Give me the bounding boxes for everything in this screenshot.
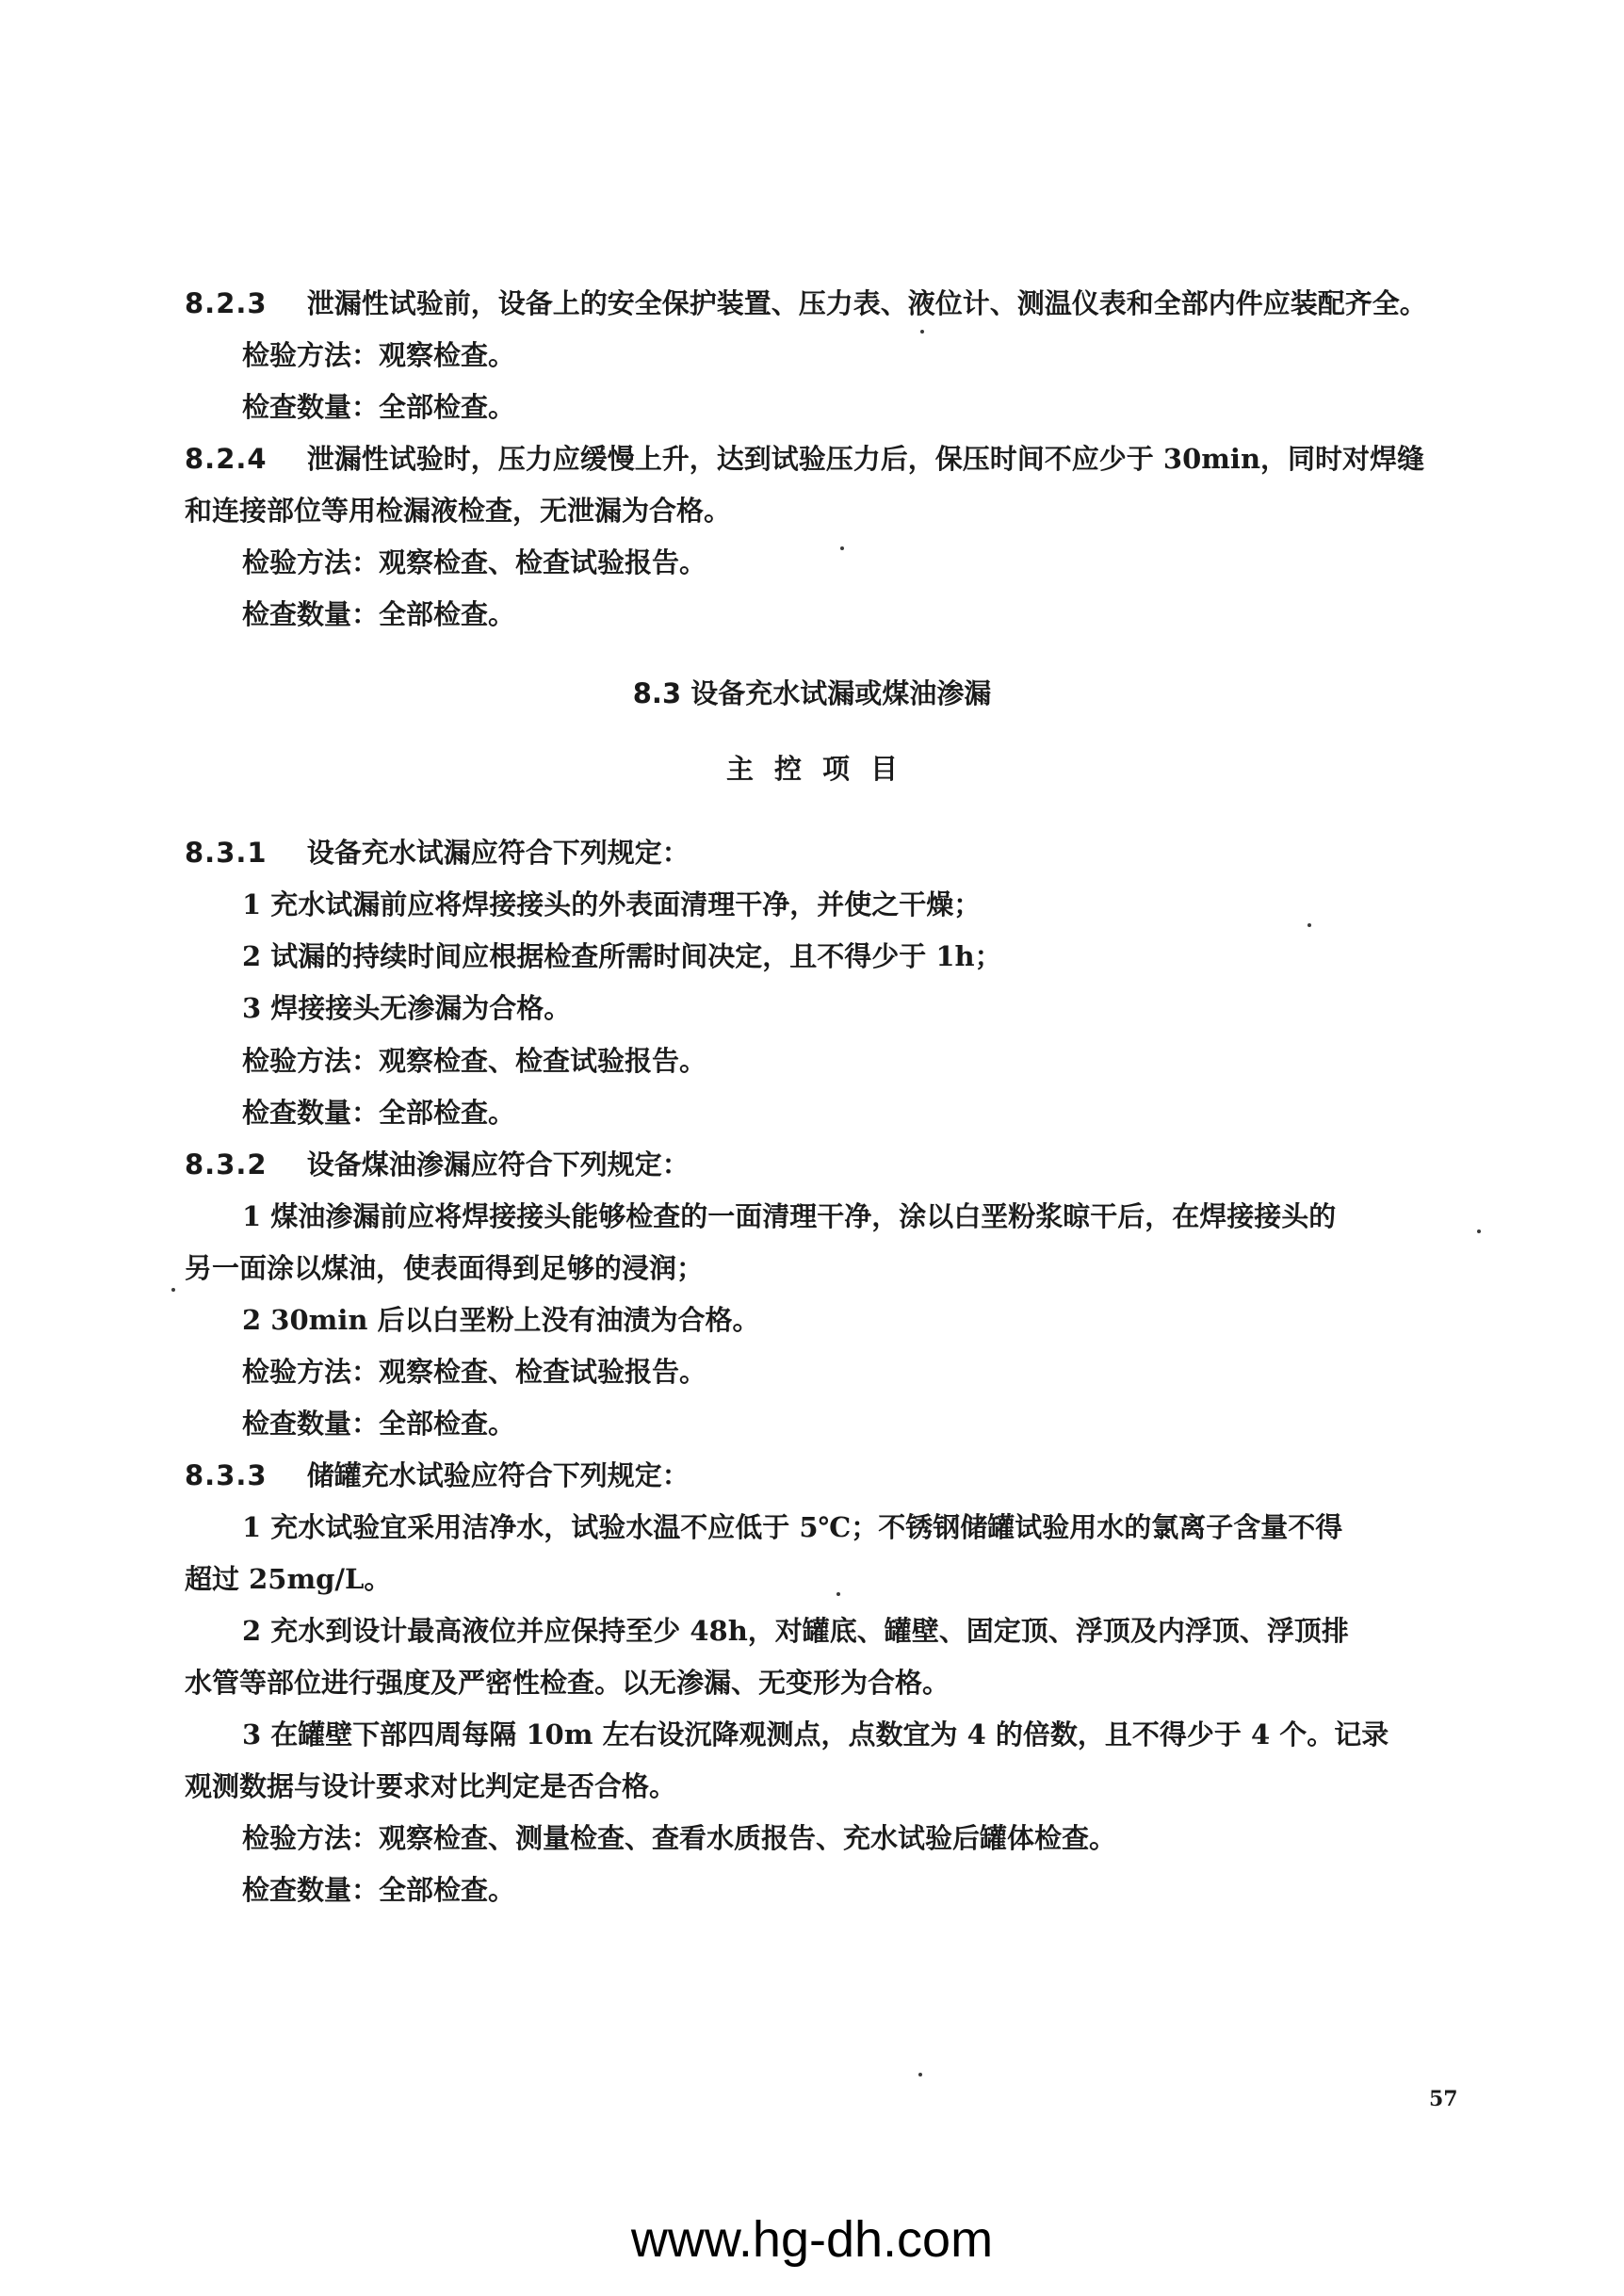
inspection-method: 检验方法：观察检查、测量检查、查看水质报告、充水试验后罐体检查。 [242,1822,1117,1854]
clause-item: 2 充水到设计最高液位并应保持至少 48h，对罐底、罐壁、固定顶、浮顶及内浮顶、浮顶排 [242,1615,1349,1647]
clause-text: 设备煤油渗漏应符合下列规定： [306,1148,690,1181]
scan-speck [920,330,924,334]
inspection-quantity: 检查数量：全部检查。 [242,598,516,630]
scan-speck [836,1592,840,1596]
inspection-method: 检验方法：观察检查。 [242,339,516,371]
inspection-method: 检验方法：观察检查、检查试验报告。 [242,1356,707,1388]
clause-item: 1 煤油渗漏前应将焊接接头能够检查的一面清理干净，涂以白垩粉浆晾干后，在焊接接头的 [242,1200,1337,1232]
scan-speck [840,546,844,550]
scan-speck [1307,923,1311,927]
clause-item-continued: 水管等部位进行强度及严密性检查。以无渗漏、无变形为合格。 [185,1667,950,1699]
clause-text: 泄漏性试验时，压力应缓慢上升，达到试验压力后，保压时间不应少于 30min，同时对焊缝 [306,443,1425,475]
clause-text: 设备充水试漏应符合下列规定： [306,837,690,869]
page-number: 57 [1429,2087,1458,2111]
clause-item: 3 在罐壁下部四周每隔 10m 左右设沉降观测点，点数宜为 4 的倍数，且不得少于 4 个。记录 [242,1718,1389,1750]
clause-item: 1 充水试验宜采用洁净水，试验水温不应低于 5℃；不锈钢储罐试验用水的氯离子含量不得 [242,1511,1343,1543]
clause-8-3-1 [185,834,690,871]
clause-item: 2 30min 后以白垩粉上没有油渍为合格。 [242,1304,760,1336]
clause-8-3-3 [185,1457,690,1494]
website-watermark: www.hg-dh.com [630,2211,994,2268]
clause-number: 8.3.3 [185,1459,268,1491]
clause-text: 储罐充水试验应符合下列规定： [306,1459,690,1491]
scan-speck [918,2073,922,2076]
inspection-method: 检验方法：观察检查、检查试验报告。 [242,1045,707,1077]
clause-item-continued: 另一面涂以煤油，使表面得到足够的浸润； [185,1252,705,1284]
clause-text-continued: 和连接部位等用检漏液检查，无泄漏为合格。 [185,495,732,527]
clause-number: 8.2.3 [185,287,268,319]
subsection-title: 主控项目 [725,753,918,785]
scan-speck [1477,1229,1481,1233]
scan-speck [171,1288,175,1292]
clause-8-3-2 [185,1146,690,1183]
inspection-quantity: 检查数量：全部检查。 [242,1097,516,1129]
clause-8-2-3 [185,285,1427,322]
clause-number: 8.3.1 [185,837,268,869]
inspection-quantity: 检查数量：全部检查。 [242,391,516,423]
inspection-method: 检验方法：观察检查、检查试验报告。 [242,546,707,578]
clause-8-2-4 [185,440,1424,478]
clause-item-continued: 观测数据与设计要求对比判定是否合格。 [185,1770,677,1802]
clause-number: 8.3.2 [185,1148,268,1181]
clause-item: 1 充水试漏前应将焊接接头的外表面清理干净，并使之干燥； [242,888,982,920]
clause-item: 2 试漏的持续时间应根据检查所需时间决定，且不得少于 1h； [242,940,1002,972]
clause-item-continued: 超过 25mg/L。 [185,1563,392,1595]
inspection-quantity: 检查数量：全部检查。 [242,1874,516,1906]
section-title: 8.3 设备充水试漏或煤油渗漏 [632,677,992,709]
inspection-quantity: 检查数量：全部检查。 [242,1408,516,1440]
clause-number: 8.2.4 [185,443,268,475]
clause-text: 泄漏性试验前，设备上的安全保护装置、压力表、液位计、测温仪表和全部内件应装配齐全。 [306,287,1427,319]
clause-item: 3 焊接接头无渗漏为合格。 [242,992,572,1024]
